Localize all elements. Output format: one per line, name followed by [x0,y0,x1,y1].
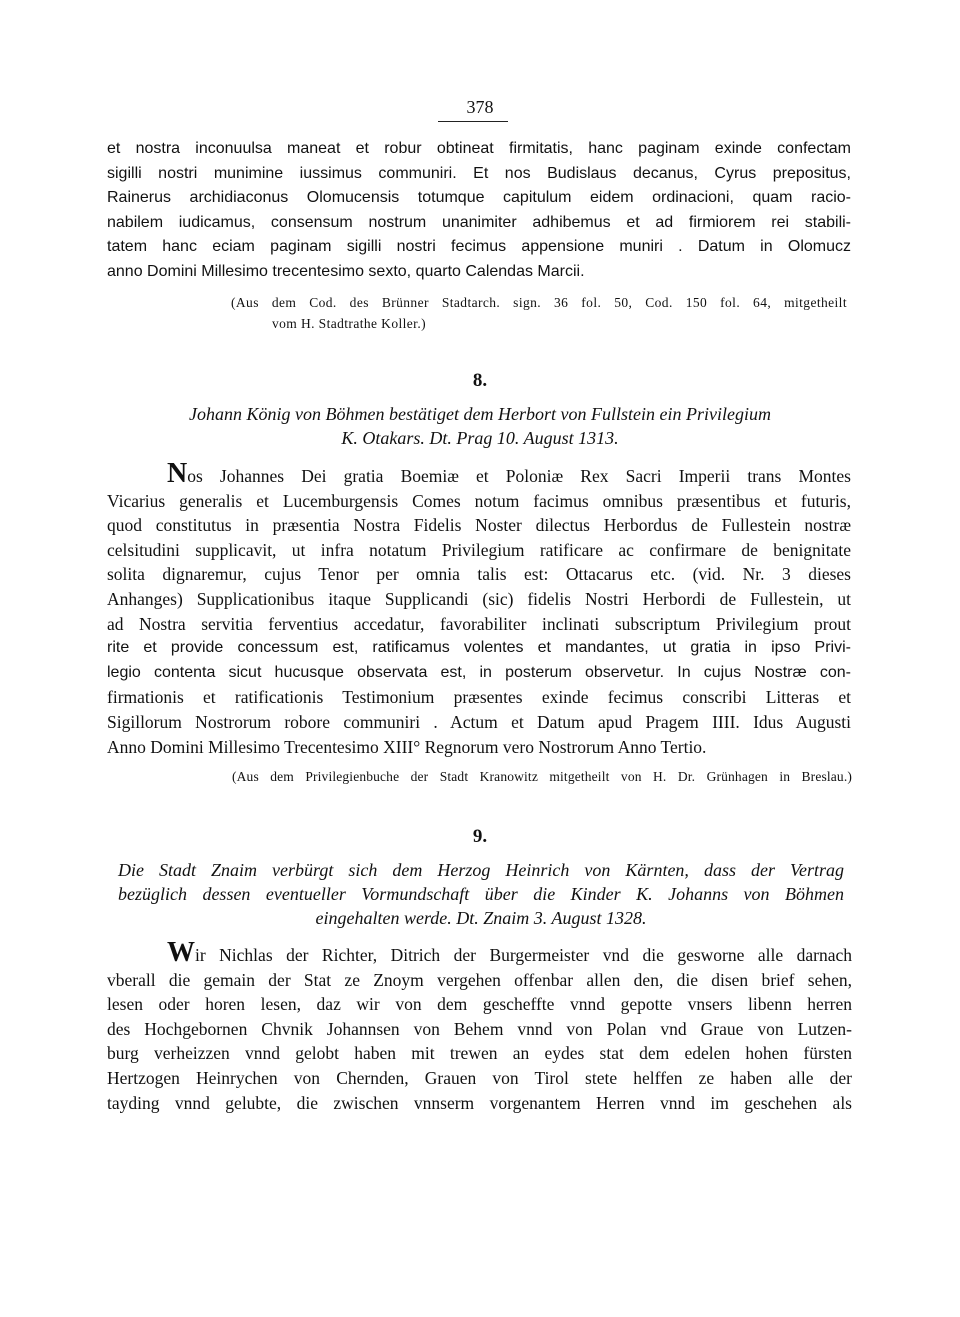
text-line: Sigillorum Nostrorum robore communiri . Actum et Datum apud Pragem IIII. Idus Augusti [107,711,851,732]
text-line: vberall die gemain der Stat ze Znoym vergehen offenbar allen den, die disen brief sehen, [107,969,852,990]
text-line: Rainerus archidiaconus Olomucensis totumque capitulum eidem ordinacioni, quam racio- [107,189,851,207]
text-line: burg verheizzen vnnd gelobt haben mit trewen an eydes stat dem edelen hohen fürsten [107,1043,852,1064]
source-note-line: (Aus dem Privilegienbuche der Stadt Kranowitz mitgetheilt von H. Dr. Grünhagen in Breslau.) [232,769,852,784]
section-heading-line: Johann König von Böhmen bestätiget dem Herbort von Fullstein ein Privilegium [189,404,771,424]
text-line: celsitudini supplicavit, ut infra notatum Privilegium ratificare ac confirmare de benignitate [107,539,851,560]
text-line [107,937,852,968]
initial-letter: N [167,458,188,489]
text-line: anno Domini Millesimo trecentesimo sexto, quarto Calendas Marcii. [107,262,585,280]
page-number-rule [438,121,508,122]
section-number-9: 9. [472,826,488,847]
text-line: Anhanges) Supplicationibus itaque Supplicandi (sic) fidelis Nostri Herbordi de Fullestein, ut [107,588,851,609]
text-line: solita dignaremur, cujus Tenor per omnia talis est: Ottacarus etc. (vid. Nr. 3 dieses [107,564,851,585]
text-line: tayding vnnd gelubte, die zwischen vnnserm vorgenantem Herren vnnd im geschehen als [107,1092,852,1113]
text-line [107,458,851,489]
first-line-text: os Johannes Dei gratia Boemiæ et Poloniæ Rex Sacri Imperii trans Montes [187,466,851,486]
section-heading-line: bezüglich dessen eventueller Vormundschaft über die Kinder K. Johanns von Böhmen [118,884,844,904]
intro-paragraph [107,137,851,285]
text-line: Anno Domini Millesimo Trecentesimo XIII° Regnorum vero Nostrorum Anno Tertio. [107,736,707,757]
text-line: ad Nostra servitia ferventius accedatur, favorabiliter inclinati subscriptum Privilegium prout [107,613,851,634]
text-line: Vicarius generalis et Lucemburgensis Comes notum facimus omnibus præsentibus et futuris, [107,490,851,511]
initial-letter: W [167,937,195,968]
text-line: rite et provide concessum est, ratificamus volentes et mandantes, ut gratia in ipso Privi- [107,639,851,657]
text-line: legio contenta sicut hucusque observata est, in posterum observetur. In cujus Nostræ con- [107,663,851,681]
text-line: sigilli nostri munimine iussimus communiri. Et nos Budislaus decanus, Cyrus prepositus, [107,164,851,182]
first-line-text: ir Nichlas der Richter, Ditrich der Burgermeister vnd die gesworne alle darnach [195,945,852,965]
text-line: Hertzogen Heinrychen von Chernden, Grauen von Tirol stete helffen ze haben alle der [107,1067,852,1088]
section-8-heading [120,402,840,450]
section-9-body [107,937,852,1115]
section-heading-line: Die Stadt Znaim verbürgt sich dem Herzog Heinrich von Kärnten, dass der Vertrag [118,860,844,880]
text-line: lesen oder horen lesen, daz wir von dem gescheffte vnnd gepotte vnsers libenn herren [107,994,852,1015]
text-line: et nostra inconuulsa maneat et robur obtineat firmitatis, hanc paginam exinde confectam [107,140,851,157]
source-note-line: vom H. Stadtrathe Koller.) [272,316,426,331]
text-line: nabilem iudicamus, consensum nostrum unanimiter adhibemus et ad firmiorem rei stabili- [107,213,851,231]
text-line: firmationis et ratificationis Testimonium præsentes exinde fecimus conscribi Litteras et [107,687,851,708]
section-8-body [107,458,851,759]
text-line: des Hochgebornen Chvnik Johannsen von Behem vnnd von Polan vnd Graue von Lutzen- [107,1018,852,1039]
source-note-2 [232,766,852,787]
section-number-8: 8. [472,370,488,391]
source-note-1 [231,292,847,334]
text-line: tatem hanc eciam paginam sigilli nostri fecimus appensione muniri . Datum in Olomucz [107,238,851,256]
section-heading-line: eingehalten werde. Dt. Znaim 3. August 1328. [315,908,647,928]
section-9-heading [118,858,844,930]
source-note-line: (Aus dem Cod. des Brünner Stadtarch. sign. 36 fol. 50, Cod. 150 fol. 64, mitgetheilt [231,295,847,310]
section-heading-line: K. Otakars. Dt. Prag 10. August 1313. [341,428,619,448]
page-number: 378 [466,97,494,117]
text-line: quod constitutus in præsentia Nostra Fidelis Noster dilectus Herbordus de Fullestein nostræ [107,515,851,536]
